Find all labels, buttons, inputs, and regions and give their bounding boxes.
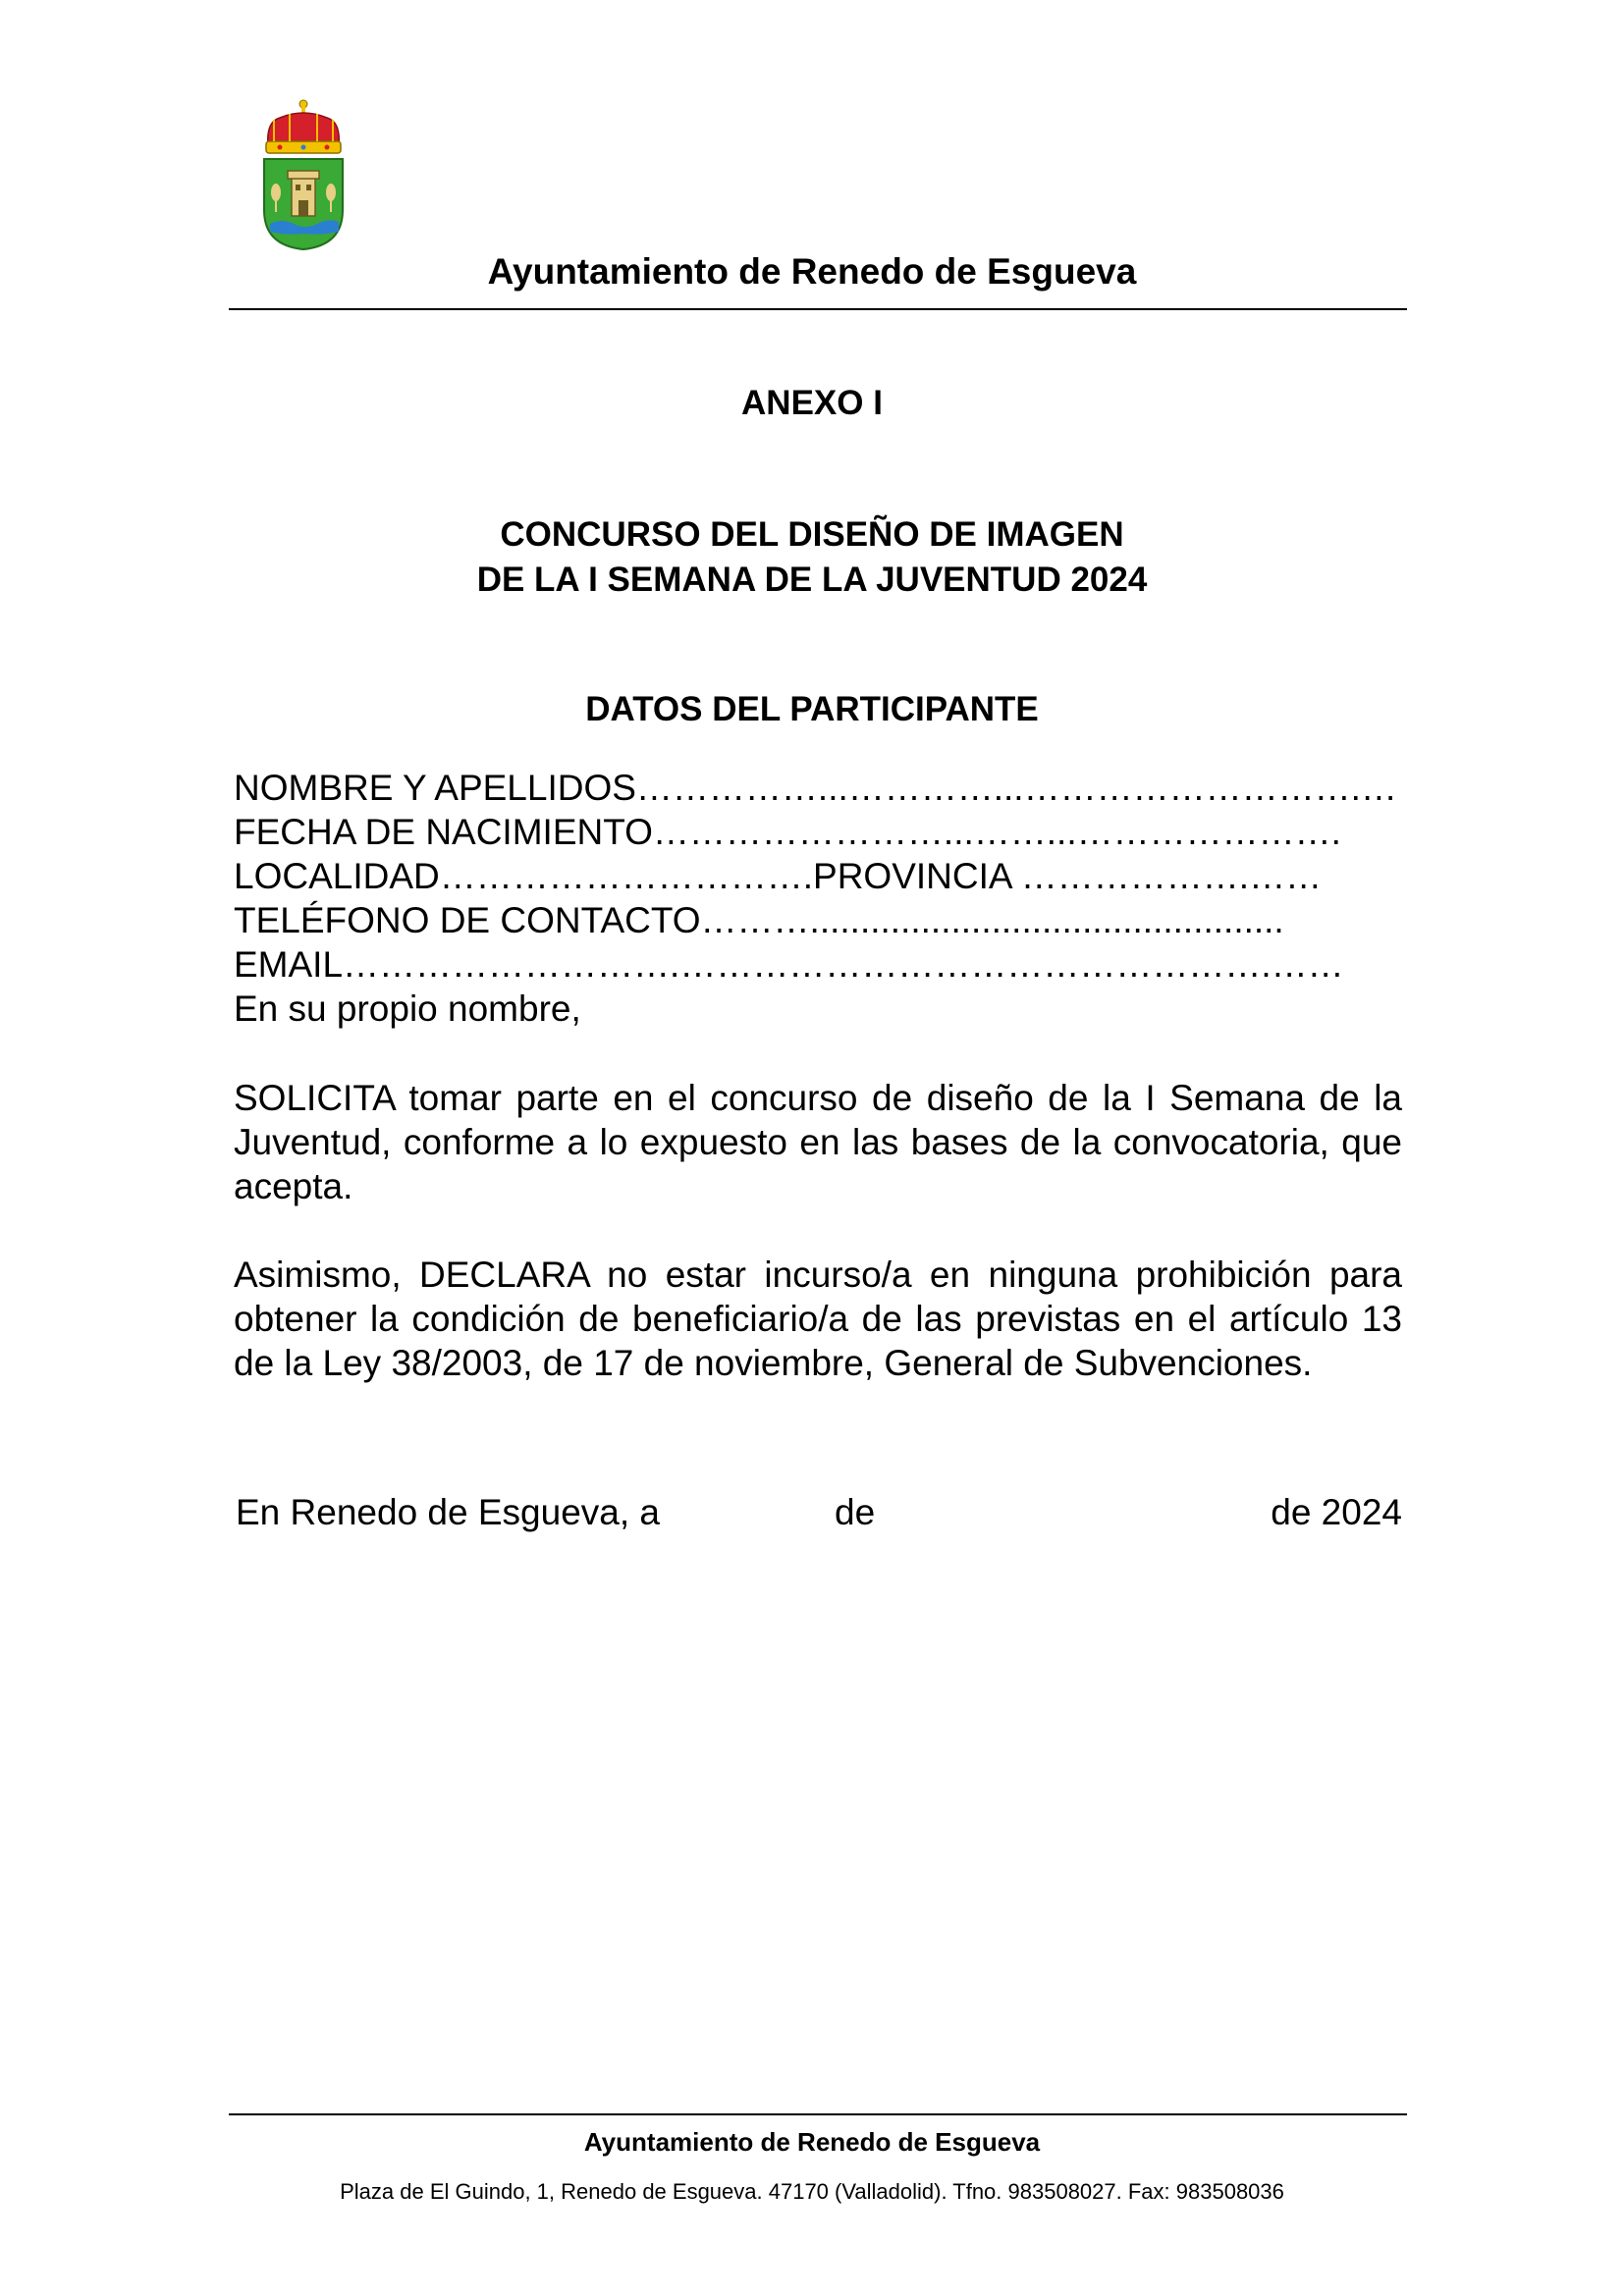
- section-title: DATOS DEL PARTICIPANTE: [585, 690, 1039, 728]
- field-locality-province[interactable]: LOCALIDAD………………………….PROVINCIA ……………….……: [234, 856, 1323, 896]
- request-paragraph: SOLICITA tomar parte en el concurso de diseño de la I Semana de la Juventud, conforme a lo expuesto en las bases de la convocatoria, que acepta.: [234, 1078, 1402, 1206]
- field-phone[interactable]: TELÉFONO DE CONTACTO………...............................................: [234, 900, 1284, 940]
- date-de-month: de: [835, 1492, 876, 1532]
- coat-of-arms-icon: [260, 98, 347, 251]
- contest-title-line-1: CONCURSO DEL DISEÑO DE IMAGEN: [500, 515, 1124, 554]
- header-divider: [229, 308, 1407, 310]
- annex-title: ANEXO I: [741, 384, 883, 422]
- field-email[interactable]: EMAIL……………………….………………………………………….……: [234, 944, 1344, 985]
- own-name-line: En su propio nombre,: [234, 988, 581, 1029]
- place-text: En Renedo de Esgueva, a: [236, 1492, 660, 1532]
- field-birth-date[interactable]: FECHA DE NACIMIENTO……………………...……...………………….: [234, 812, 1341, 852]
- header-municipality-title: Ayuntamiento de Renedo de Esgueva: [487, 251, 1137, 292]
- field-name[interactable]: NOMBRE Y APELLIDOS……………...…………...……………………….…: [234, 768, 1397, 808]
- footer-divider: [229, 2113, 1407, 2115]
- date-de-year: de 2024: [1271, 1492, 1402, 1532]
- participant-fields: [234, 766, 1402, 1031]
- declaration-paragraph: Asimismo, DECLARA no estar incurso/a en ninguna prohibición para obtener la condición de beneficiario/a de las previstas en el artículo 13 de la Ley 38/2003, de 17 de noviembre, General de Subvenciones.: [234, 1255, 1402, 1383]
- contest-title-line-2: DE LA I SEMANA DE LA JUVENTUD 2024: [476, 561, 1148, 599]
- contest-title: [0, 512, 1624, 603]
- footer-address: Plaza de El Guindo, 1, Renedo de Esgueva. 47170 (Valladolid). Tfno. 983508027. Fax: 983508036: [340, 2179, 1284, 2204]
- footer-title: Ayuntamiento de Renedo de Esgueva: [583, 2127, 1041, 2157]
- place-date-line: [236, 1492, 1402, 1537]
